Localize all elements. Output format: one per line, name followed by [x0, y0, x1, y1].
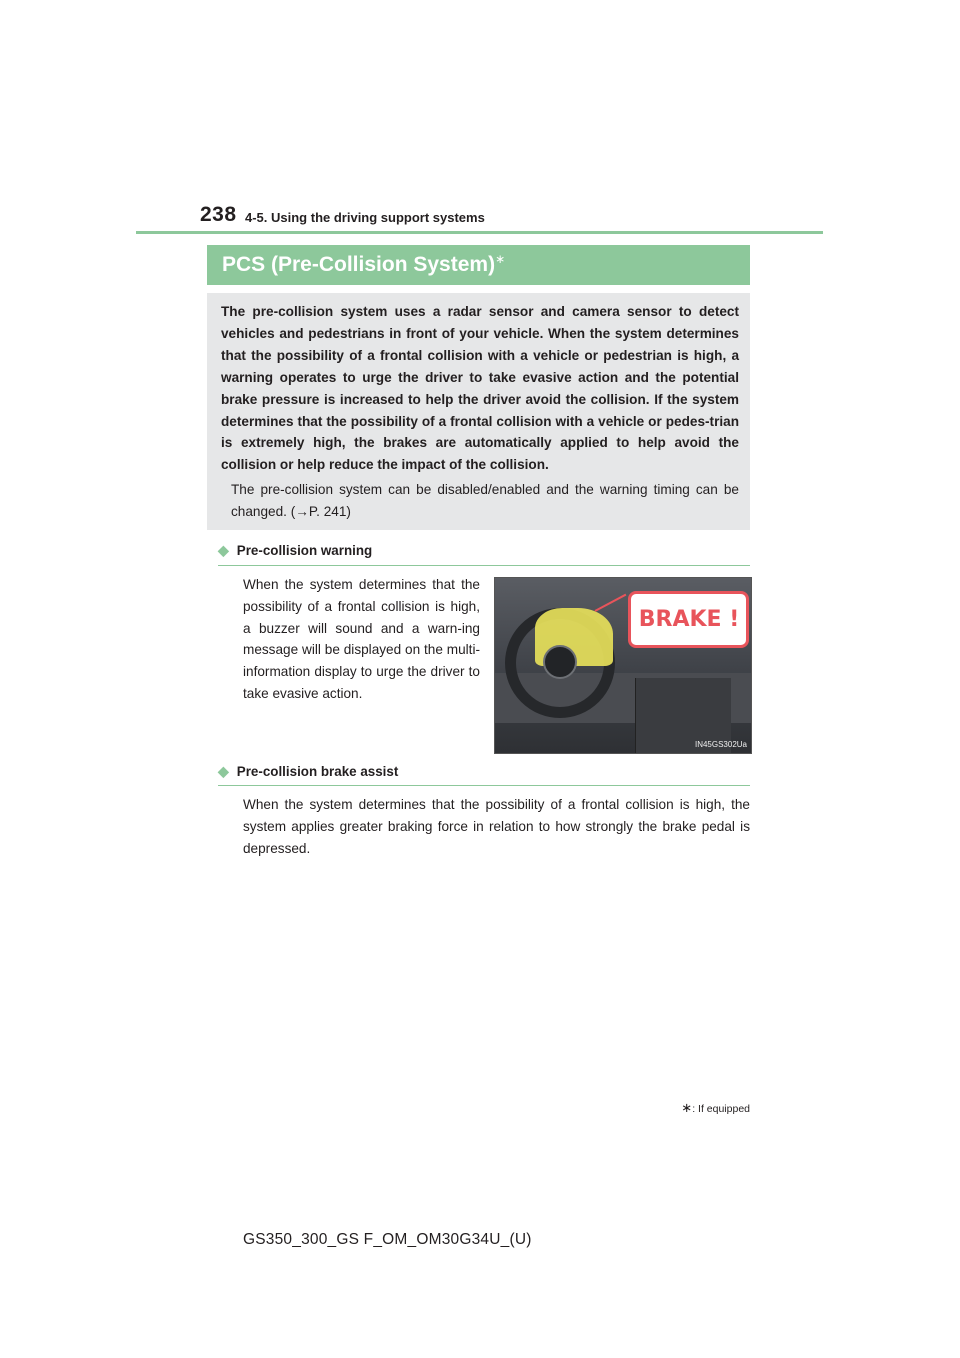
section-title: 4-5. Using the driving support systems	[245, 210, 485, 225]
assist-heading-text: Pre-collision brake assist	[236, 764, 399, 779]
intro-box	[207, 293, 750, 530]
figure-code: IN45GS302Ua	[694, 740, 747, 749]
warning-text: When the system determines that the possibility of a frontal collision is high, a buzzer will sound and a warn-ing message will be displayed on the multi-information display to urge the driver to take evasive action.	[243, 577, 480, 701]
page-number: 238	[200, 203, 237, 226]
brake-warning-callout	[628, 591, 749, 648]
diamond-icon: ◆	[218, 763, 229, 779]
brake-warning-text: BRAKE !	[638, 607, 740, 632]
title-banner	[207, 245, 750, 285]
warning-heading	[218, 542, 750, 559]
intro-note: The pre-collision system can be disabled/enabled and the warning timing can be changed. (→P. 241)	[231, 482, 739, 519]
footnote-text: : If equipped	[692, 1103, 750, 1115]
intro-text: The pre-collision system uses a radar sensor and camera sensor to detect vehicles and pedestrians in front of your vehicle. When the system determines that the possibility of a frontal collision with a vehicle or pedestrian is high, a warning operates to urge the driver to take evasive action and the potential brake pressure is increased to help the driver avoid the collision. If the system determines that the possibility of a frontal collision with a vehicle or pedes-trian is extremely high, the brakes are automatically applied to help avoid the collision or help reduce the impact of the collision.	[221, 304, 739, 473]
assist-text: When the system determines that the possibility of a frontal collision is high, the system applies greater braking force in relation to how strongly the brake pedal is depressed.	[243, 797, 750, 856]
steering-hub	[543, 645, 577, 679]
warning-divider	[218, 565, 750, 566]
diamond-icon: ◆	[218, 542, 229, 558]
footnote	[681, 1100, 750, 1116]
footnote-asterisk: ∗	[681, 1100, 693, 1115]
callout-line	[595, 594, 627, 612]
document-code: GS350_300_GS F_OM_OM30G34U_(U)	[243, 1231, 532, 1248]
assist-divider	[218, 785, 750, 786]
title-asterisk: ∗	[495, 252, 506, 266]
warning-heading-text: Pre-collision warning	[236, 543, 373, 558]
header-divider	[136, 231, 823, 234]
dashboard-illustration	[494, 577, 752, 754]
assist-heading	[218, 763, 750, 780]
page-title	[222, 252, 505, 277]
page-title-text: PCS (Pre-Collision System)	[222, 253, 496, 276]
